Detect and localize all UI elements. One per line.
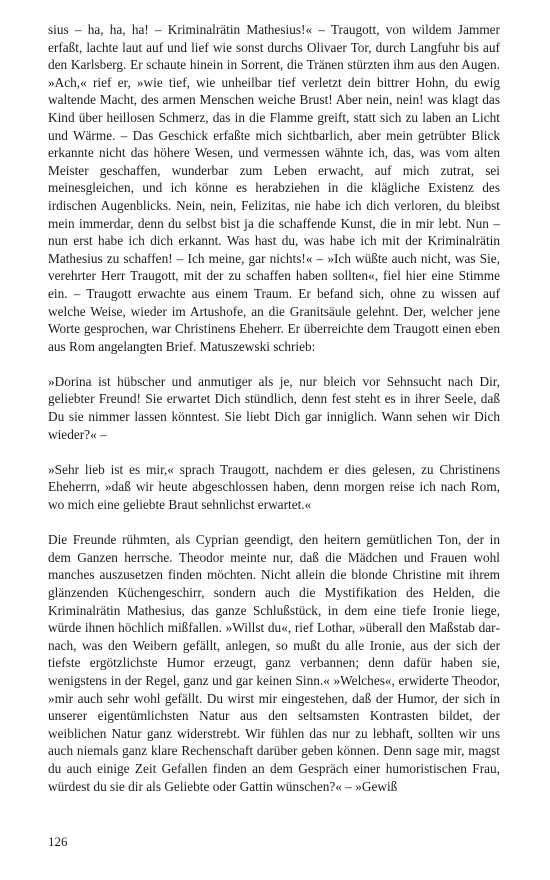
paragraph-friends-discussion: Die Freunde rühmten, als Cyprian geendigt, den heitern gemütlichen Ton, der in dem Ganzen herrsche. Theodor meinte nur, daß die Mädchen und Frauen wohl manches auszusetzen finden möchten. Nicht allein die blonde Christine mit ihrem glänzenden Küchengeschirr, sondern auch die Mystifikation des Helden, die Kriminalrätin Mathesius, das ganze Schlußstück, in dem eine tiefe Ironie liege, würde ihnen höchlich mißfallen. »Willst du«, rief Lothar, »überall den Maßstab darnach, was den Weibern gefällt, anlegen, so mußt du alle Ironie, aus der sich der tiefste ergötzlichste Humor erzeugt, ganz verbannen; denn dafür haben sie, wenigstens in der Regel, ganz und gar keinen Sinn.« »Welches«, erwiderte Theodor, »mir auch sehr wohl gefällt. Du wirst mir eingestehen, daß der Humor, der sich in unserer eigentümlichsten Natur aus den seltsamsten Kontrasten bildet, der weiblichen Natur ganz widerstrebt. Wir fühlen das nur zu lebhaft, sollten wir uns auch niemals ganz klare Rechenschaft darüber geben können. Denn sage mir, magst du auch einige Zeit Gefallen finden an dem Gespräch einer humoristischen Frau, würdest du sie dir als Geliebte oder Gattin wünschen?« – »Gewiß — [48, 532, 500, 794]
paragraph-spacer — [48, 355, 500, 373]
paragraph-spacer — [48, 514, 500, 532]
paragraph-narrative: sius – ha, ha, ha! – Kriminalrätin Mathesius!« – Traugott, von wildem Jammer erfaßt, lachte laut auf und lief wie sonst durchs Olivaer Tor, durch Langfuhr bis auf den Karlsberg. Er schaute hinein in Sorrent, die Tränen stürzten ihm aus den Augen. »Ach,« rief er, »wie tief, wie unheilbar tief verletzt dein bittrer Hohn, du ewig waltende Macht, des armen Menschen weiche Brust! Aber nein, nein! was klagt das Kind über heillosen Schmerz, das in die Flamme greift, statt sich zu laben an Licht und Wärme. – Das Geschick erfaßte mich sichtbarlich, aber mein getrübter Blick erkannte nicht das höhere Wesen, und vermessen wähnte ich, das, was vom alten Meister geschaffen, wunderbar zum Leben erwacht, auf mich zutrat, sei meinesgleichen, und ich könne es herabziehen in die klägliche Existenz des irdischen Augenblicks. Nein, nein, Felizitas, nie habe ich dich verloren, du bleibst mein immerdar, denn du selbst bist ja die schaffende Kunst, die in mir lebt. Nun – nun erst habe ich dich erkannt. Was hast du, was habe ich mit der Kriminalrätin Mathesius zu schaffen! – Ich meine, gar nichts!« – »Ich wüßte auch nicht, was Sie, verehrter Herr Traugott, mit der zu schaffen haben sollten«, fiel hier eine Stimme ein. – Traugott erwachte aus einem Traum. Er befand sich, ohne zu wissen auf welche Weise, wieder im Artushofe, an die Granitsäule gelehnt. Der, welcher jene Worte gesprochen, war Christinens Eheherr. Er überreichte dem Traugott einen eben aus Rom angelangten Brief. Matuszewski schrieb: — [48, 22, 500, 354]
paragraph-letter-quote: »Dorina ist hübscher und anmutiger als je, nur bleich vor Sehnsucht nach Dir, geliebter Freund! Sie erwartet Dich stündlich, denn fest steht es in ihrer Seele, daß Du sie nimmer lassen könntest. Sie liebt Dich gar inniglich. Wann sehen wir Dich wieder?« – — [48, 373, 500, 442]
page-body-text — [48, 21, 500, 795]
paragraph-traugott-reply: »Sehr lieb ist es mir,« sprach Traugott, nachdem er dies gelesen, zu Christinens Eheherrn, »daß wir heute abgeschlossen haben, denn morgen reise ich nach Rom, wo mich eine geliebte Braut sehnlichst erwartet.« — [48, 461, 500, 513]
paragraph-spacer — [48, 443, 500, 461]
page-number: 126 — [48, 834, 68, 849]
